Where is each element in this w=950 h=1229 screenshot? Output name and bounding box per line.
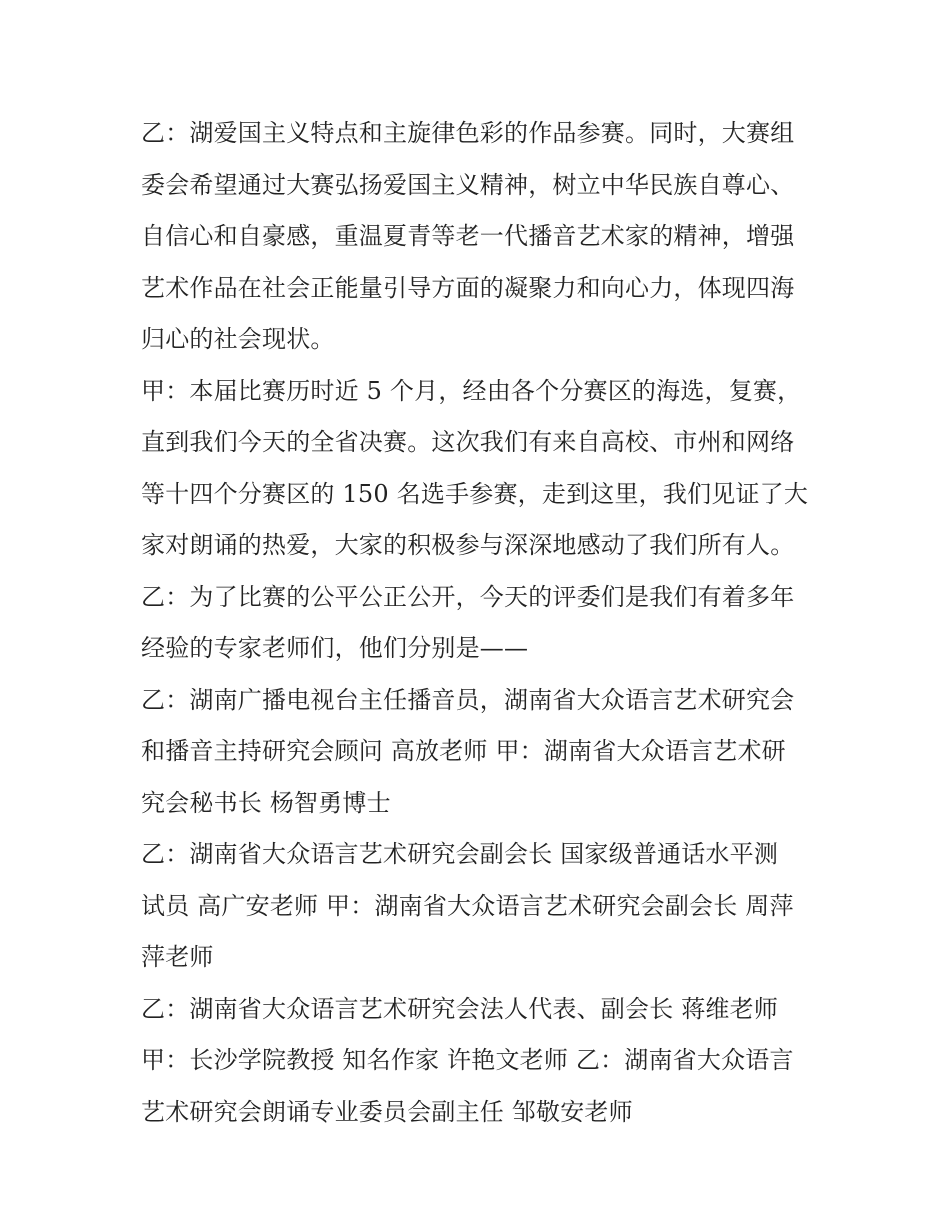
text-line: 归心的社会现状。: [141, 325, 335, 353]
text-line: 乙：湖南广播电视台主任播音员，湖南省大众语言艺术研究会: [141, 685, 795, 714]
text-line: 家对朗诵的热爱，大家的积极参与深深地感动了我们所有人。: [141, 531, 795, 559]
text-line: 艺术作品在社会正能量引导方面的凝聚力和向心力，体现四海: [141, 273, 795, 302]
text-line: 究会秘书长 杨智勇博士: [141, 788, 391, 817]
text-line: 乙：湖南省大众语言艺术研究会副会长 国家级普通话水平测: [141, 840, 779, 868]
text-line: 自信心和自豪感，重温夏青等老一代播音艺术家的精神，增强: [141, 222, 795, 250]
text-line: 试员 高广安老师 甲：湖南省大众语言艺术研究会副会长 周萍: [141, 891, 794, 920]
text-line: 等十四个分赛区的 150 名选手参赛，走到这里，我们见证了大: [141, 479, 809, 508]
document-body: [141, 108, 821, 1138]
text-line: 乙：湖爱国主义特点和主旋律色彩的作品参赛。同时，大赛组: [141, 119, 795, 147]
text-line: 艺术研究会朗诵专业委员会副主任 邹敬安老师: [141, 1097, 633, 1126]
text-line: 委会希望通过大赛弘扬爱国主义精神，树立中华民族自尊心、: [141, 170, 795, 199]
text-line: 萍老师: [141, 943, 214, 971]
text-line: 直到我们今天的全省决赛。这次我们有来自高校、市州和网络: [141, 428, 795, 456]
text-line: 经验的专家老师们，他们分别是——: [141, 634, 529, 662]
text-line: 乙：为了比赛的公平公正公开，今天的评委们是我们有着多年: [141, 582, 795, 611]
text-line: 和播音主持研究会顾问 高放老师 甲：湖南省大众语言艺术研: [141, 737, 786, 765]
text-line: 甲：本届比赛历时近 5 个月，经由各个分赛区的海选，复赛，: [141, 376, 802, 405]
text-line: 甲：长沙学院教授 知名作家 许艳文老师 乙：湖南省大众语言: [141, 1046, 794, 1074]
text-line: 乙：湖南省大众语言艺术研究会法人代表、副会长 蒋维老师: [141, 994, 779, 1023]
